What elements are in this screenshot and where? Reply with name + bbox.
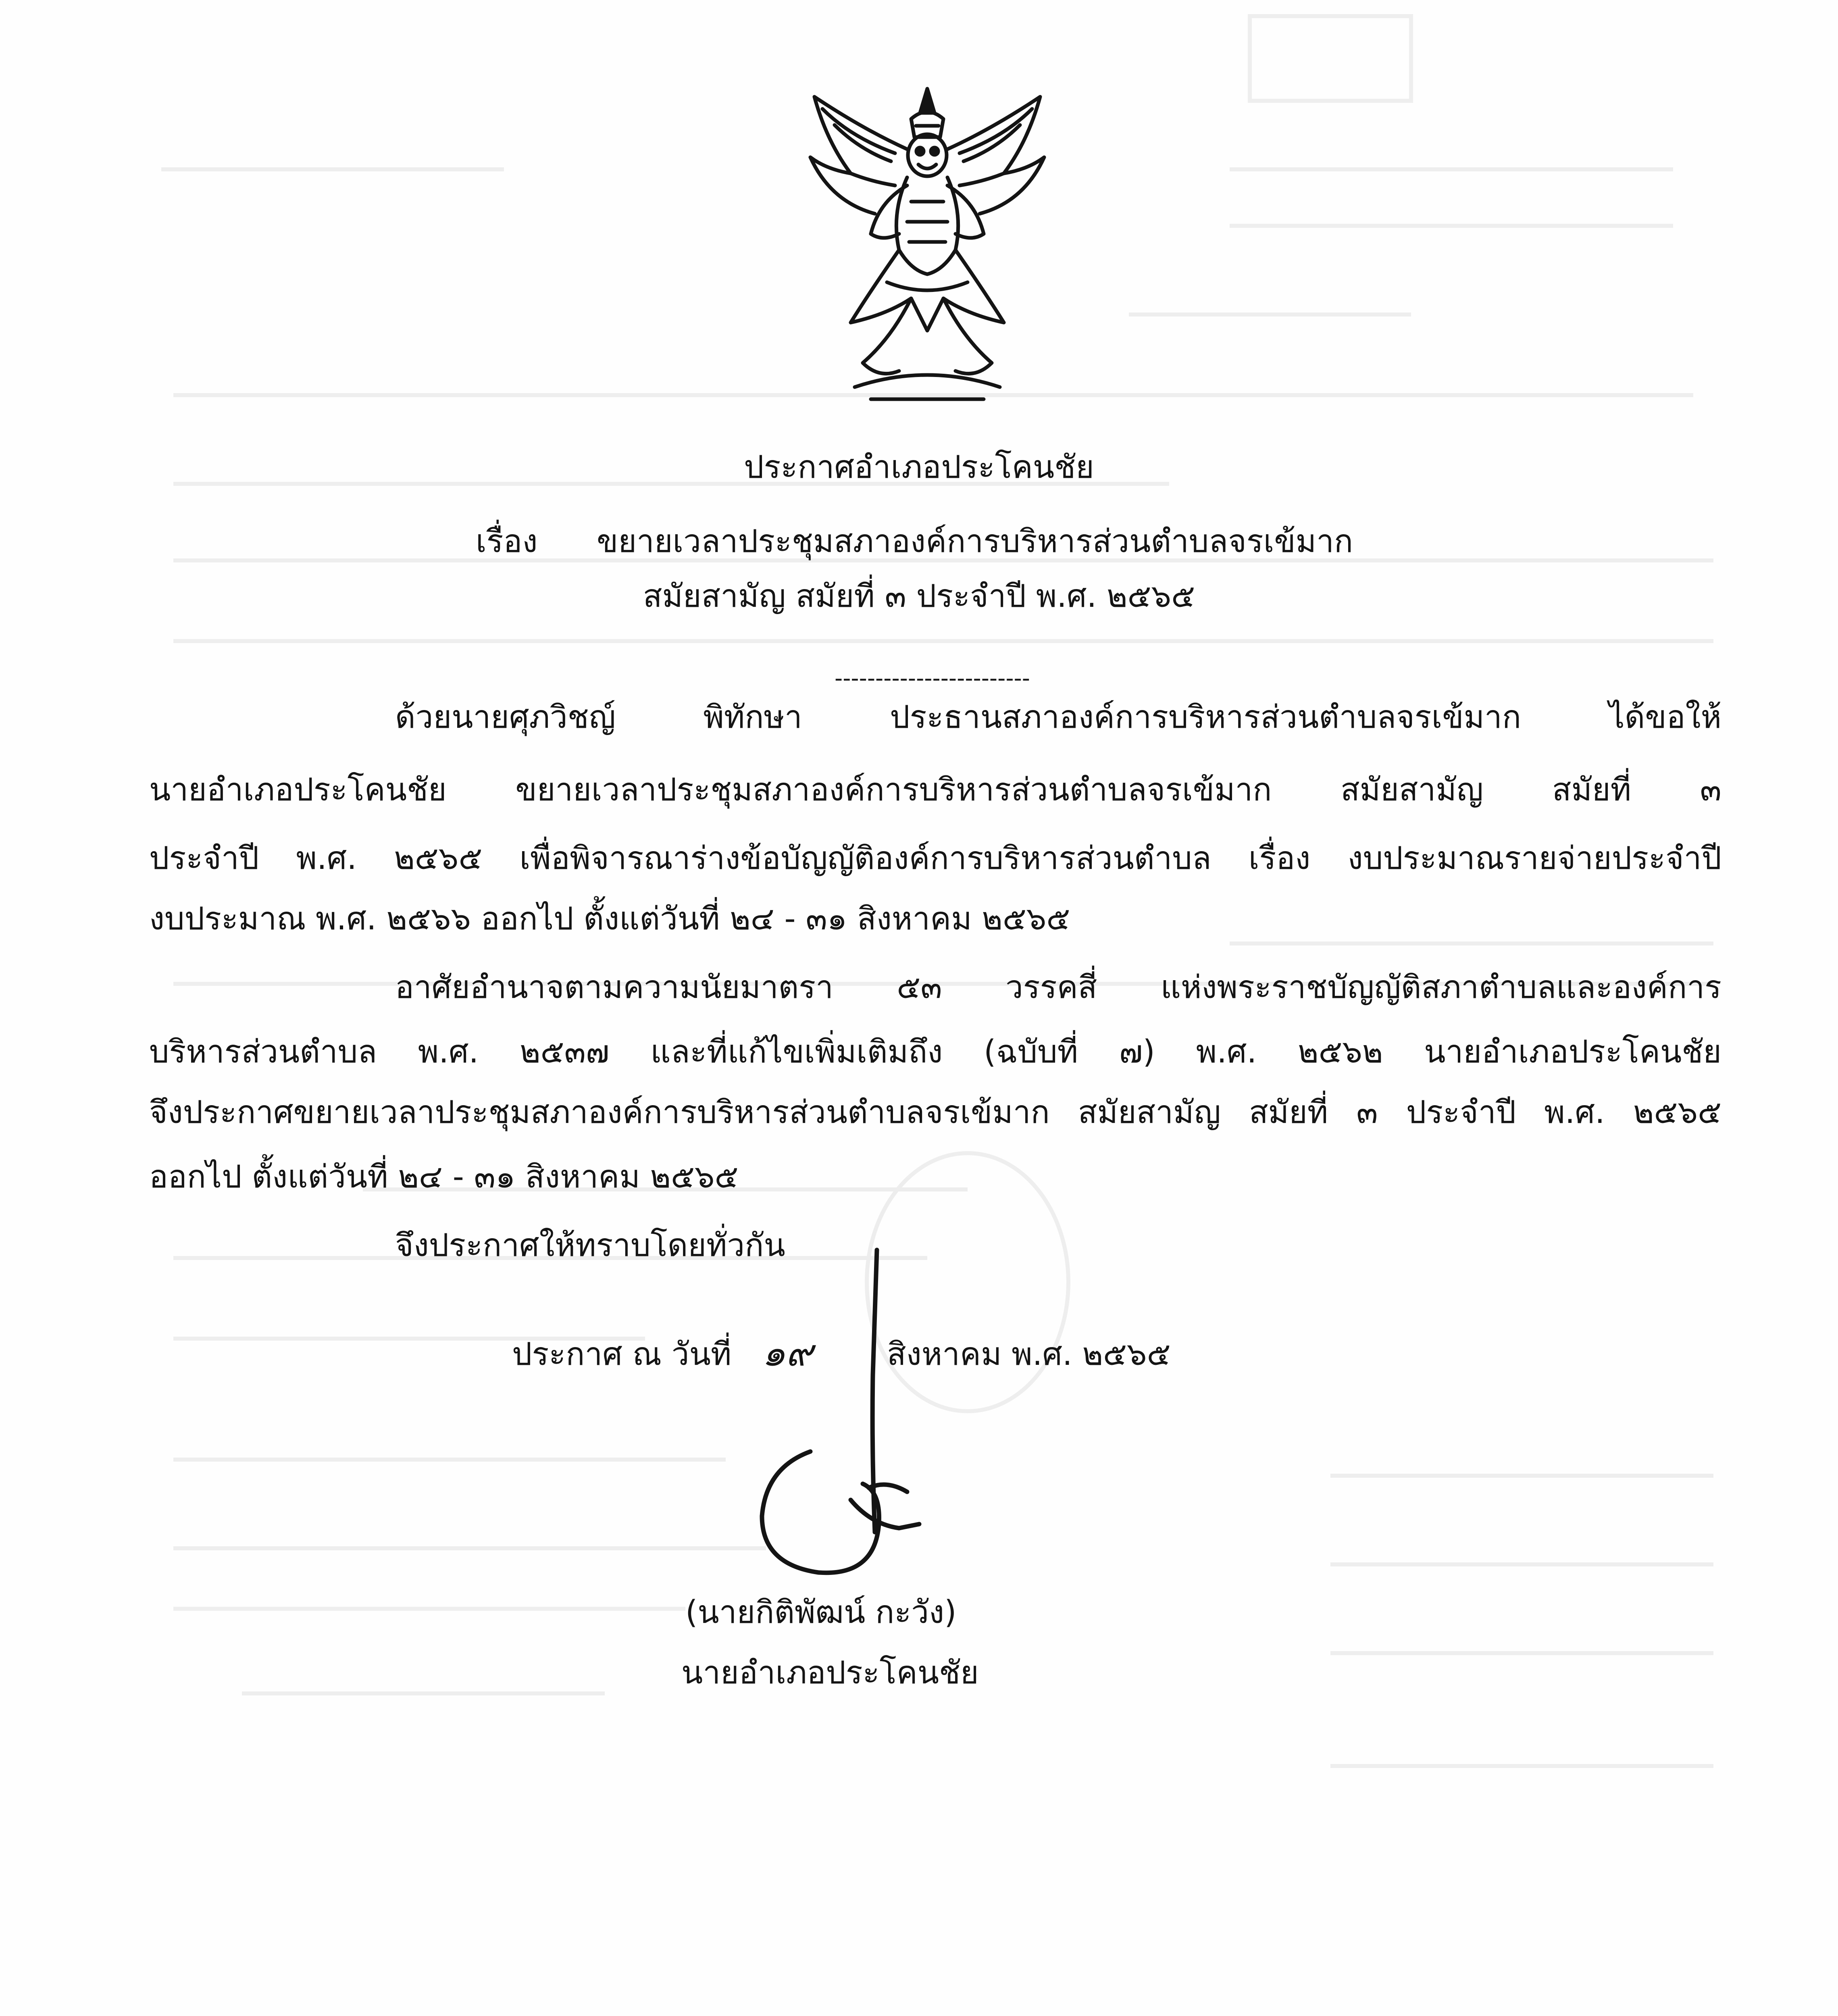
subject-line-2: สมัยสามัญ สมัยที่ ๓ ประจำปี พ.ศ. ๒๕๖๕ [643, 578, 1195, 614]
paragraph-2-line-4: ออกไป ตั้งแต่วันที่ ๒๔ - ๓๑ สิงหาคม ๒๕๖๕ [149, 1159, 739, 1195]
paragraph-1-line-3: ประจำปี พ.ศ. ๒๕๖๕ เพื่อพิจารณาร่างข้อบัญญัติองค์การบริหารส่วนตำบล เรื่อง งบประมาณรายจ่ายประจำปี [149, 840, 1721, 877]
paragraph-2-line-1: อาศัยอำนาจตามความนัยมาตรา ๕๓ วรรคสี่ แห่งพระราชบัญญัติสภาตำบลและองค์การ [395, 969, 1721, 1006]
paragraph-2-line-2: บริหารส่วนตำบล พ.ศ. ๒๕๓๗ และที่แก้ไขเพิ่มเติมถึง (ฉบับที่ ๗) พ.ศ. ๒๕๖๒ นายอำเภอประโคนชัย [149, 1034, 1721, 1070]
handwritten-day: ๑๙ [762, 1331, 813, 1375]
subject-label: เรื่อง [476, 523, 538, 560]
paragraph-1-line-4: งบประมาณ พ.ศ. ๒๕๖๖ ออกไป ตั้งแต่วันที่ ๒๔ - ๓๑ สิงหาคม ๒๕๖๕ [149, 901, 1070, 937]
separator-line: ------------------------ [835, 665, 1030, 691]
subject-line-1: ขยายเวลาประชุมสภาองค์การบริหารส่วนตำบลจรเข้มาก [597, 523, 1353, 560]
paragraph-2-line-3: จึงประกาศขยายเวลาประชุมสภาองค์การบริหารส่วนตำบลจรเข้มาก สมัยสามัญ สมัยที่ ๓ ประจำปี พ.ศ. ๒๕๖๕ [149, 1094, 1721, 1131]
date-prefix: ประกาศ ณ วันที่ [512, 1336, 732, 1372]
paragraph-1-line-2: นายอำเภอประโคนชัย ขยายเวลาประชุมสภาองค์การบริหารส่วนตำบลจรเข้มาก สมัยสามัญ สมัยที่ ๓ [149, 772, 1721, 808]
paragraph-1-line-1: ด้วยนายศุภวิชญ์ พิทักษา ประธานสภาองค์การบริหารส่วนตำบลจรเข้มาก ได้ขอให้ [395, 699, 1721, 735]
signer-name: (นายกิติพัฒน์ กะวัง) [685, 1594, 957, 1631]
handwritten-signature-icon [718, 1242, 1000, 1589]
date-month-year: สิงหาคม พ.ศ. ๒๕๖๕ [887, 1336, 1171, 1372]
garuda-emblem-icon [790, 81, 1064, 411]
announcement-heading: ประกาศอำเภอประโคนชัย [744, 449, 1094, 485]
signer-title: นายอำเภอประโคนชัย [681, 1655, 979, 1691]
closing-statement: จึงประกาศให้ทราบโดยทั่วกัน [395, 1227, 785, 1264]
